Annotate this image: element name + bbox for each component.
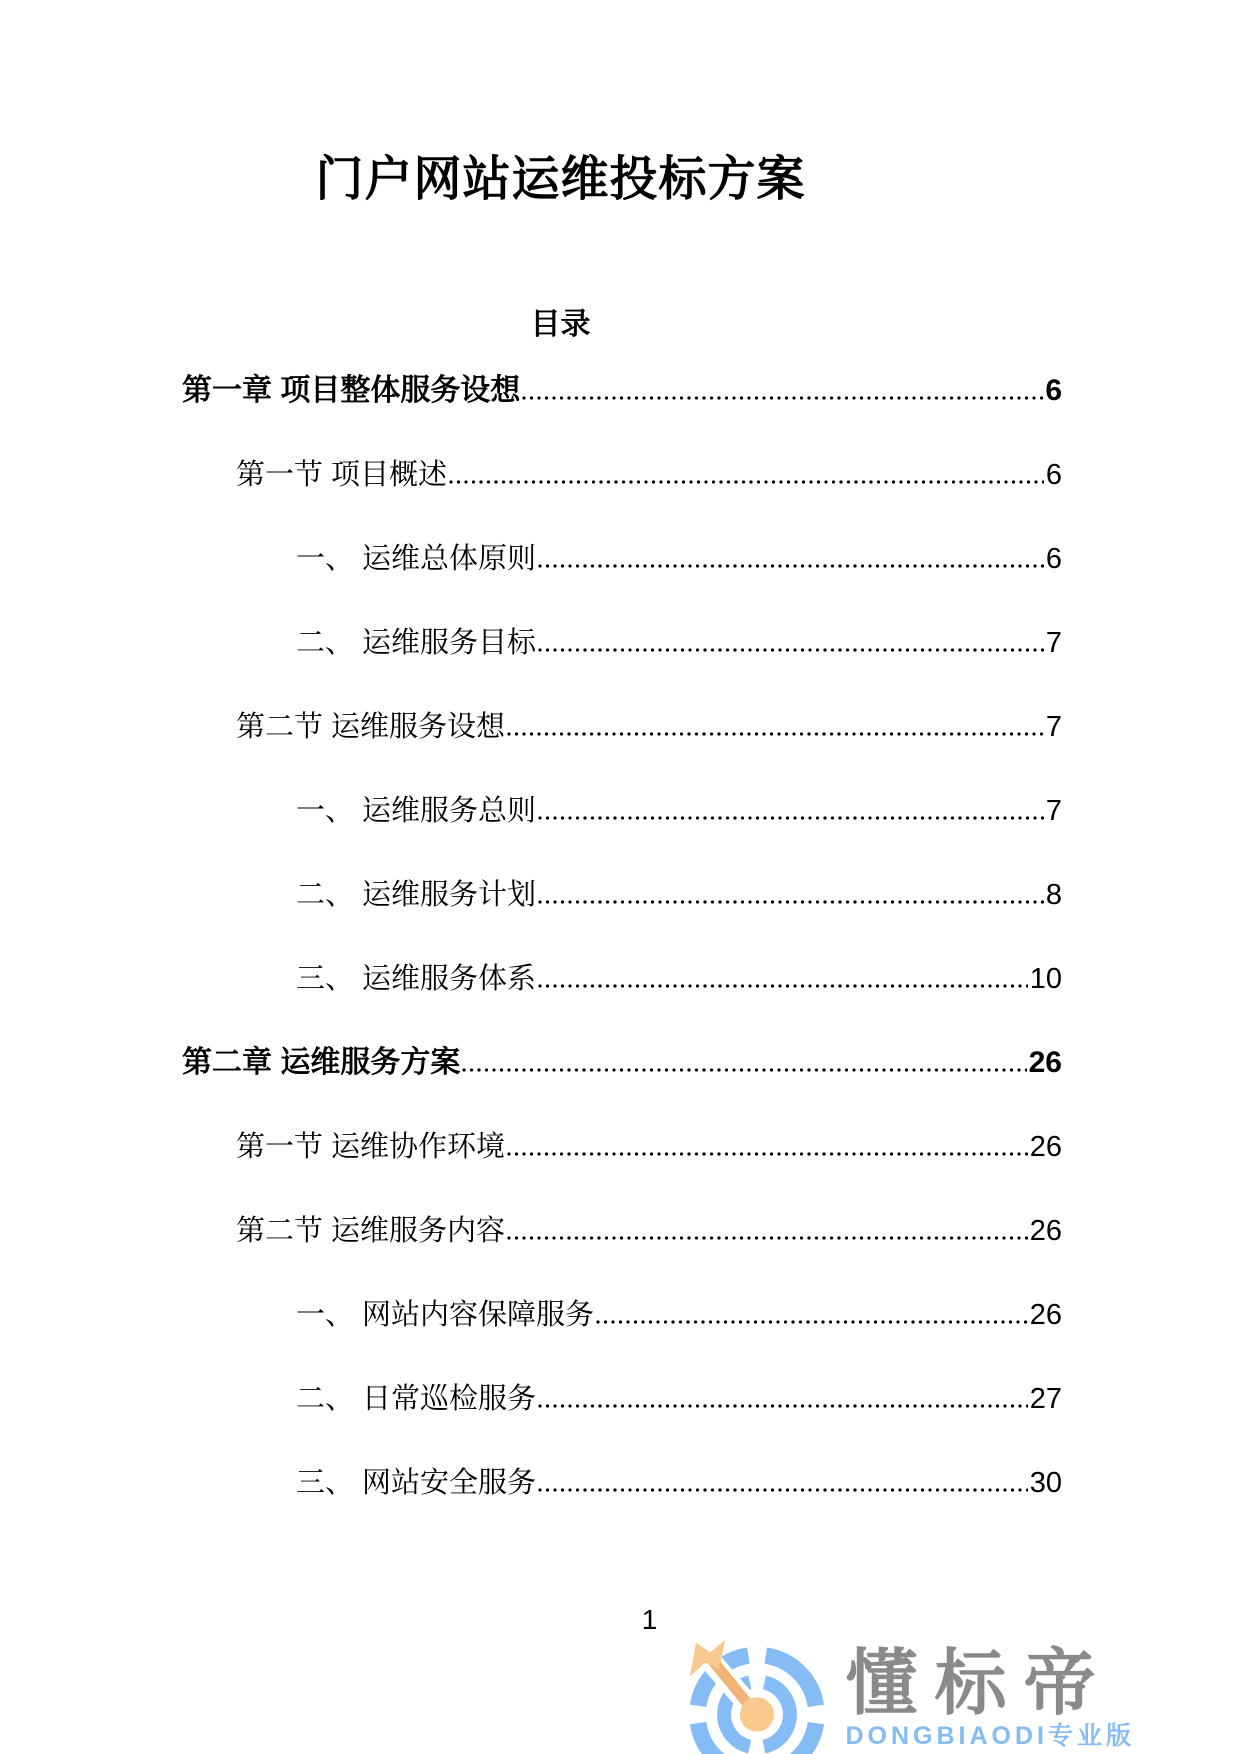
dot-leader: [538, 648, 1044, 652]
toc-entry-page-number: 8: [1045, 879, 1062, 912]
toc-entry-page-number: 26: [1029, 1299, 1062, 1332]
toc-entry-label: 二、 运维服务目标: [296, 627, 537, 660]
dot-leader: [462, 1068, 1026, 1072]
dot-leader: [538, 564, 1044, 568]
toc-entry-page-number: 30: [1029, 1467, 1062, 1500]
dot-leader: [538, 816, 1044, 820]
toc-entry: [182, 1105, 1062, 1189]
toc-entry: [182, 349, 1062, 433]
footer-page-number: 1: [641, 1604, 658, 1635]
brand-name-english: DONGBIAODI专业版: [845, 1722, 1135, 1750]
toc-entry: [182, 769, 1062, 853]
page-title: 门户网站运维投标方案: [315, 153, 806, 206]
toc-entry: [182, 601, 1062, 685]
toc-heading: 目录: [530, 308, 591, 342]
toc-entry-label: 第一节 项目概述: [236, 459, 448, 492]
toc-entry-page-number: 26: [1029, 1131, 1062, 1164]
dot-leader: [596, 1320, 1028, 1324]
toc-entry-label: 一、 运维总体原则: [296, 543, 537, 576]
toc-entry: [182, 1021, 1062, 1105]
dot-leader: [522, 396, 1043, 400]
toc-entry-label: 第一章 项目整体服务设想: [182, 374, 521, 408]
toc-entry: [182, 1357, 1062, 1441]
toc-entry-page-number: 10: [1029, 963, 1062, 996]
toc-entry: [182, 1273, 1062, 1357]
target-dart-icon: [681, 1636, 833, 1754]
dot-leader: [507, 1152, 1028, 1156]
brand-name-chinese: 懂标帝: [845, 1644, 1113, 1724]
toc-entry-page-number: 6: [1045, 459, 1062, 492]
toc-entry-page-number: 27: [1029, 1383, 1062, 1416]
toc-entry: [182, 685, 1062, 769]
toc-entry-label: 第二章 运维服务方案: [182, 1046, 461, 1080]
watermark-logo: [681, 1636, 1135, 1754]
toc-entry-label: 三、 网站安全服务: [296, 1467, 537, 1500]
toc-entry-label: 二、 日常巡检服务: [296, 1383, 537, 1416]
brand-text-block: [845, 1644, 1135, 1750]
dot-leader: [449, 480, 1044, 484]
dot-leader: [538, 984, 1028, 988]
dot-leader: [538, 1488, 1028, 1492]
dot-leader: [507, 732, 1044, 736]
target-center: [740, 1697, 774, 1731]
toc-entry: [182, 853, 1062, 937]
table-of-contents: [182, 349, 1062, 1525]
toc-entry-label: 一、 运维服务总则: [296, 795, 537, 828]
toc-entry-page-number: 7: [1045, 795, 1062, 828]
toc-entry-label: 二、 运维服务计划: [296, 879, 537, 912]
dot-leader: [507, 1236, 1028, 1240]
toc-entry: [182, 1441, 1062, 1525]
toc-entry-page-number: 7: [1045, 627, 1062, 660]
toc-entry-label: 一、 网站内容保障服务: [296, 1299, 595, 1332]
toc-entry: [182, 937, 1062, 1021]
toc-entry: [182, 433, 1062, 517]
toc-entry-page-number: 6: [1045, 374, 1062, 408]
toc-entry: [182, 1189, 1062, 1273]
toc-entry-label: 第二节 运维服务内容: [236, 1215, 506, 1248]
toc-entry: [182, 517, 1062, 601]
toc-entry-label: 三、 运维服务体系: [296, 963, 537, 996]
toc-entry-page-number: 6: [1045, 543, 1062, 576]
toc-entry-label: 第二节 运维服务设想: [236, 711, 506, 744]
dot-leader: [538, 1404, 1028, 1408]
toc-entry-label: 第一节 运维协作环境: [236, 1131, 506, 1164]
toc-entry-page-number: 7: [1045, 711, 1062, 744]
dot-leader: [538, 900, 1044, 904]
toc-entry-page-number: 26: [1029, 1215, 1062, 1248]
toc-entry-page-number: 26: [1028, 1046, 1062, 1080]
